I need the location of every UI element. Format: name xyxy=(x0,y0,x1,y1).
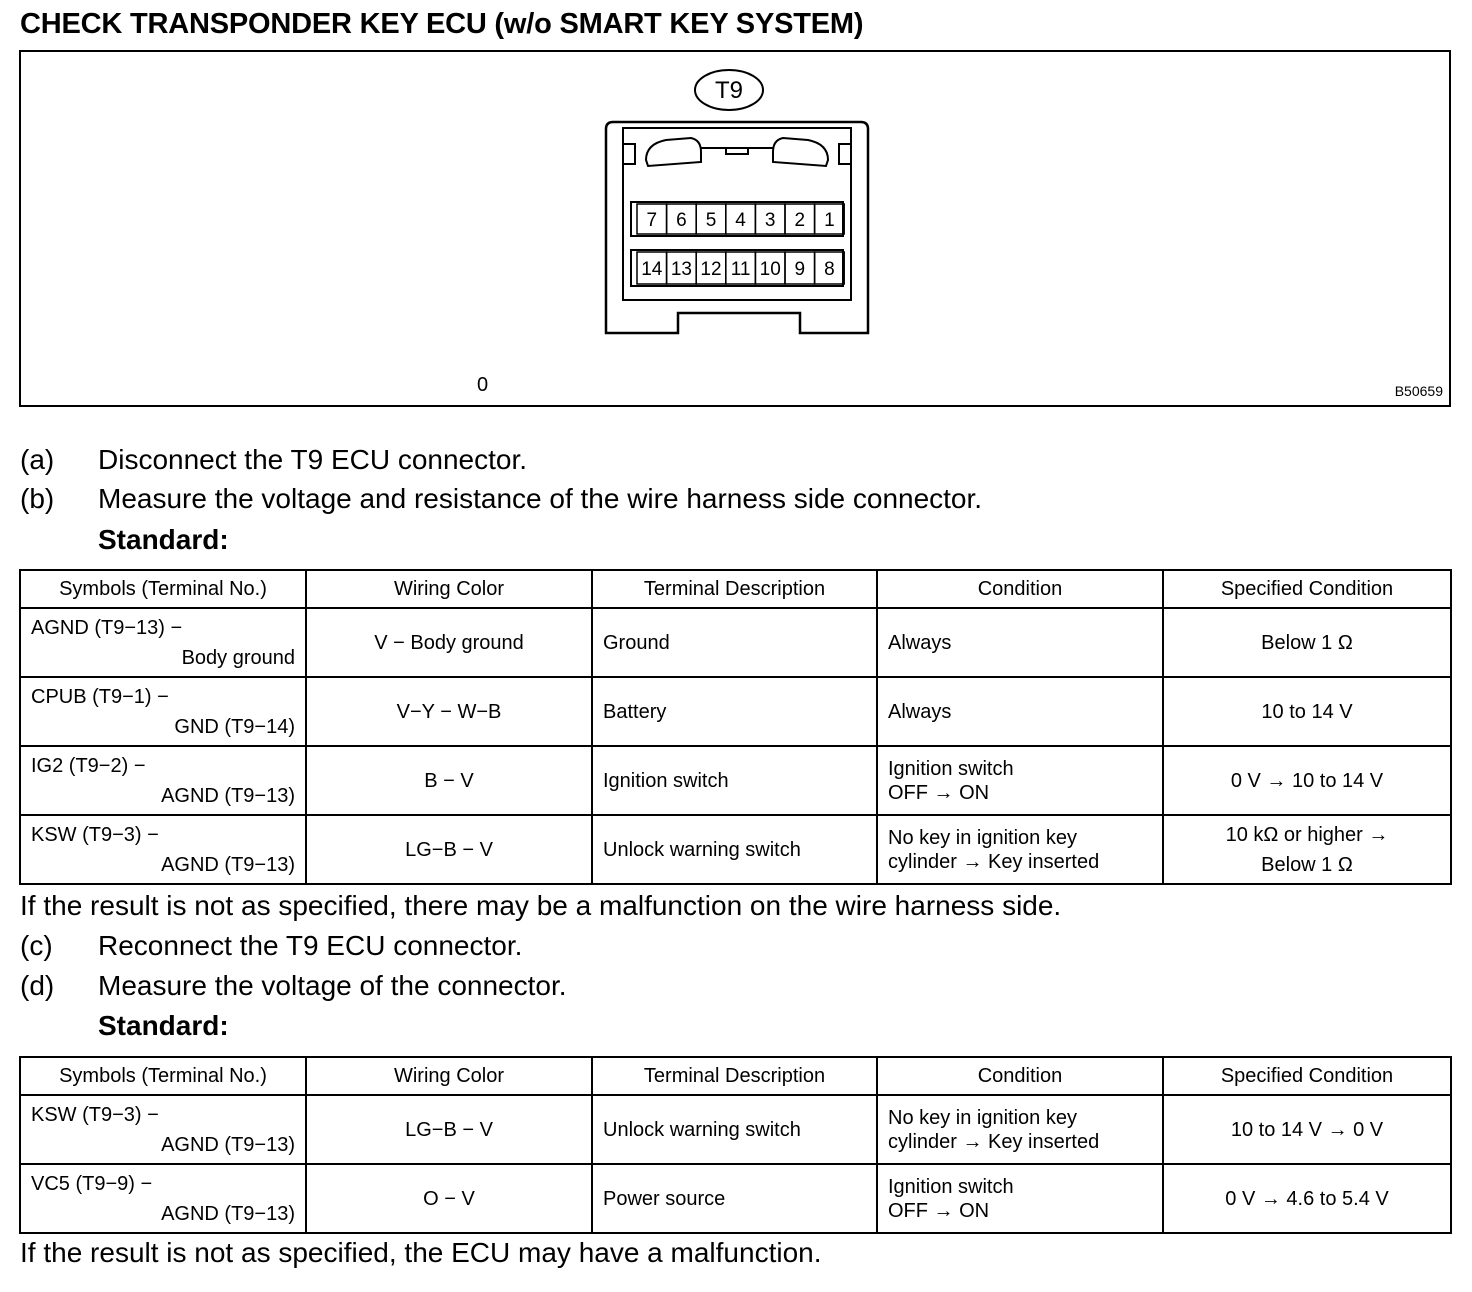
pin-number: 10 xyxy=(759,259,781,280)
symbol-line-1: AGND (T9−13) − xyxy=(31,616,183,639)
connector-label: T9 xyxy=(714,77,744,104)
specified-condition-cell xyxy=(1163,1164,1451,1233)
header-wiring-color: Wiring Color xyxy=(306,570,592,608)
result-note-1: If the result is not as specified, there may be a malfunction on the wire harness side. xyxy=(20,890,1062,921)
step-text: Reconnect the T9 ECU connector. xyxy=(98,930,523,961)
header-wiring-color: Wiring Color xyxy=(306,1057,592,1095)
specified-condition-cell xyxy=(1163,608,1451,677)
step-a xyxy=(20,444,527,476)
table-row xyxy=(20,1164,1451,1233)
condition-line-2: OFF → ON xyxy=(888,781,990,804)
pin-row-top xyxy=(637,204,844,234)
header-condition: Condition xyxy=(877,1057,1163,1095)
table-row xyxy=(20,746,1451,815)
step-label: (d) xyxy=(20,970,55,1001)
wiring-color-cell: LG−B − V xyxy=(306,815,592,884)
specified-condition-cell xyxy=(1163,815,1451,884)
spec-line-2: Below 1 Ω xyxy=(1261,853,1353,876)
symbol-line-1: CPUB (T9−1) − xyxy=(31,685,169,708)
header-specified-condition: Specified Condition xyxy=(1163,570,1451,608)
symbol-line-2: GND (T9−14) xyxy=(174,715,295,738)
wiring-color-cell: B − V xyxy=(306,746,592,815)
condition-cell xyxy=(877,608,1163,677)
symbol-line-2: Body ground xyxy=(181,646,295,669)
pin-number: 6 xyxy=(676,210,687,231)
symbol-line-2: AGND (T9−13) xyxy=(161,1133,295,1156)
header-symbols: Symbols (Terminal No.) xyxy=(20,1057,306,1095)
pin-row-bottom xyxy=(637,252,844,284)
left-lock-tab xyxy=(646,138,701,166)
center-latch xyxy=(701,148,773,154)
condition-cell xyxy=(877,1164,1163,1233)
pin-number: 11 xyxy=(730,259,751,280)
header-condition: Condition xyxy=(877,570,1163,608)
symbol-cell xyxy=(20,815,306,884)
figure-code: B50659 xyxy=(1394,383,1443,399)
condition-line-2: OFF → ON xyxy=(888,1199,990,1222)
header-terminal-description: Terminal Description xyxy=(592,570,877,608)
step-c xyxy=(20,930,522,962)
pin-number: 12 xyxy=(700,259,722,280)
spec-line-1: 10 kΩ or higher → xyxy=(1225,823,1389,846)
result-note-2: If the result is not as specified, the ECU may have a malfunction. xyxy=(20,1237,822,1268)
terminal-description-cell: Ground xyxy=(592,608,877,677)
connector-diagram xyxy=(21,52,1449,405)
stray-mark: 0 xyxy=(477,374,489,396)
condition-line-2: cylinder → Key inserted xyxy=(888,1130,1100,1153)
condition-line-1: Always xyxy=(888,700,952,723)
spec-table-1 xyxy=(19,569,1452,885)
symbol-cell xyxy=(20,746,306,815)
header-symbols: Symbols (Terminal No.) xyxy=(20,570,306,608)
condition-cell xyxy=(877,746,1163,815)
pin-number: 1 xyxy=(824,210,835,231)
table-row xyxy=(20,608,1451,677)
symbol-line-1: VC5 (T9−9) − xyxy=(31,1172,153,1195)
pin-number: 2 xyxy=(794,210,806,231)
condition-cell xyxy=(877,815,1163,884)
terminal-description-cell: Ignition switch xyxy=(592,746,877,815)
condition-cell xyxy=(877,1095,1163,1164)
symbol-line-1: KSW (T9−3) − xyxy=(31,823,159,846)
symbol-line-2: AGND (T9−13) xyxy=(161,784,295,807)
symbol-line-2: AGND (T9−13) xyxy=(161,1202,295,1225)
wiring-color-cell: LG−B − V xyxy=(306,1095,592,1164)
table-header-row xyxy=(20,1057,1451,1095)
right-notch xyxy=(839,144,851,164)
symbol-cell xyxy=(20,677,306,746)
condition-cell xyxy=(877,677,1163,746)
wiring-color-cell: V−Y − W−B xyxy=(306,677,592,746)
table-row xyxy=(20,815,1451,884)
spec-line-1: 0 V → 10 to 14 V xyxy=(1230,769,1384,792)
symbol-line-1: KSW (T9−3) − xyxy=(31,1103,159,1126)
symbol-line-2: AGND (T9−13) xyxy=(161,853,295,876)
pin-number: 8 xyxy=(824,259,835,280)
condition-line-2: cylinder → Key inserted xyxy=(888,850,1100,873)
symbol-cell xyxy=(20,608,306,677)
header-terminal-description: Terminal Description xyxy=(592,1057,877,1095)
step-text: Disconnect the T9 ECU connector. xyxy=(98,444,528,475)
terminal-description-cell: Unlock warning switch xyxy=(592,815,877,884)
condition-line-1: Always xyxy=(888,631,952,654)
specified-condition-cell xyxy=(1163,746,1451,815)
pin-number: 9 xyxy=(794,259,806,280)
step-text: Measure the voltage and resistance of the wire harness side connector. xyxy=(98,483,983,514)
pin-number: 13 xyxy=(670,259,692,280)
wiring-color-cell: O − V xyxy=(306,1164,592,1233)
connector-figure xyxy=(19,50,1451,407)
spec-line-1: Below 1 Ω xyxy=(1261,631,1353,654)
step-label: (a) xyxy=(20,444,55,475)
terminal-description-cell: Unlock warning switch xyxy=(592,1095,877,1164)
terminal-description-cell: Battery xyxy=(592,677,877,746)
symbol-line-1: IG2 (T9−2) − xyxy=(31,754,146,777)
condition-line-1: No key in ignition key xyxy=(888,826,1077,849)
condition-line-1: No key in ignition key xyxy=(888,1106,1077,1129)
pin-number: 7 xyxy=(646,210,658,231)
step-d xyxy=(20,970,567,1002)
spec-line-1: 10 to 14 V → 0 V xyxy=(1230,1118,1384,1141)
table-header-row xyxy=(20,570,1451,608)
header-specified-condition: Specified Condition xyxy=(1163,1057,1451,1095)
pin-number: 14 xyxy=(641,259,663,280)
standard-label: Standard: xyxy=(98,1010,229,1041)
pin-number: 4 xyxy=(735,210,746,231)
spec-table-2 xyxy=(19,1056,1452,1234)
spec-line-1: 0 V → 4.6 to 5.4 V xyxy=(1225,1187,1389,1210)
spec-line-1: 10 to 14 V xyxy=(1261,700,1353,723)
condition-line-1: Ignition switch xyxy=(888,757,1014,780)
step-label: (b) xyxy=(20,483,55,514)
specified-condition-cell xyxy=(1163,677,1451,746)
symbol-cell xyxy=(20,1095,306,1164)
condition-line-1: Ignition switch xyxy=(888,1175,1014,1198)
page-title: CHECK TRANSPONDER KEY ECU (w/o SMART KEY SYSTEM) xyxy=(20,8,864,40)
step-b xyxy=(20,483,982,515)
step-text: Measure the voltage of the connector. xyxy=(98,970,567,1001)
pin-number: 3 xyxy=(764,210,776,231)
step-label: (c) xyxy=(20,930,53,961)
right-lock-tab xyxy=(773,138,828,166)
symbol-cell xyxy=(20,1164,306,1233)
left-notch xyxy=(623,144,635,164)
table-row xyxy=(20,1095,1451,1164)
terminal-description-cell: Power source xyxy=(592,1164,877,1233)
table-row xyxy=(20,677,1451,746)
standard-label: Standard: xyxy=(98,524,229,555)
pin-number: 5 xyxy=(705,210,717,231)
wiring-color-cell: V − Body ground xyxy=(306,608,592,677)
specified-condition-cell xyxy=(1163,1095,1451,1164)
